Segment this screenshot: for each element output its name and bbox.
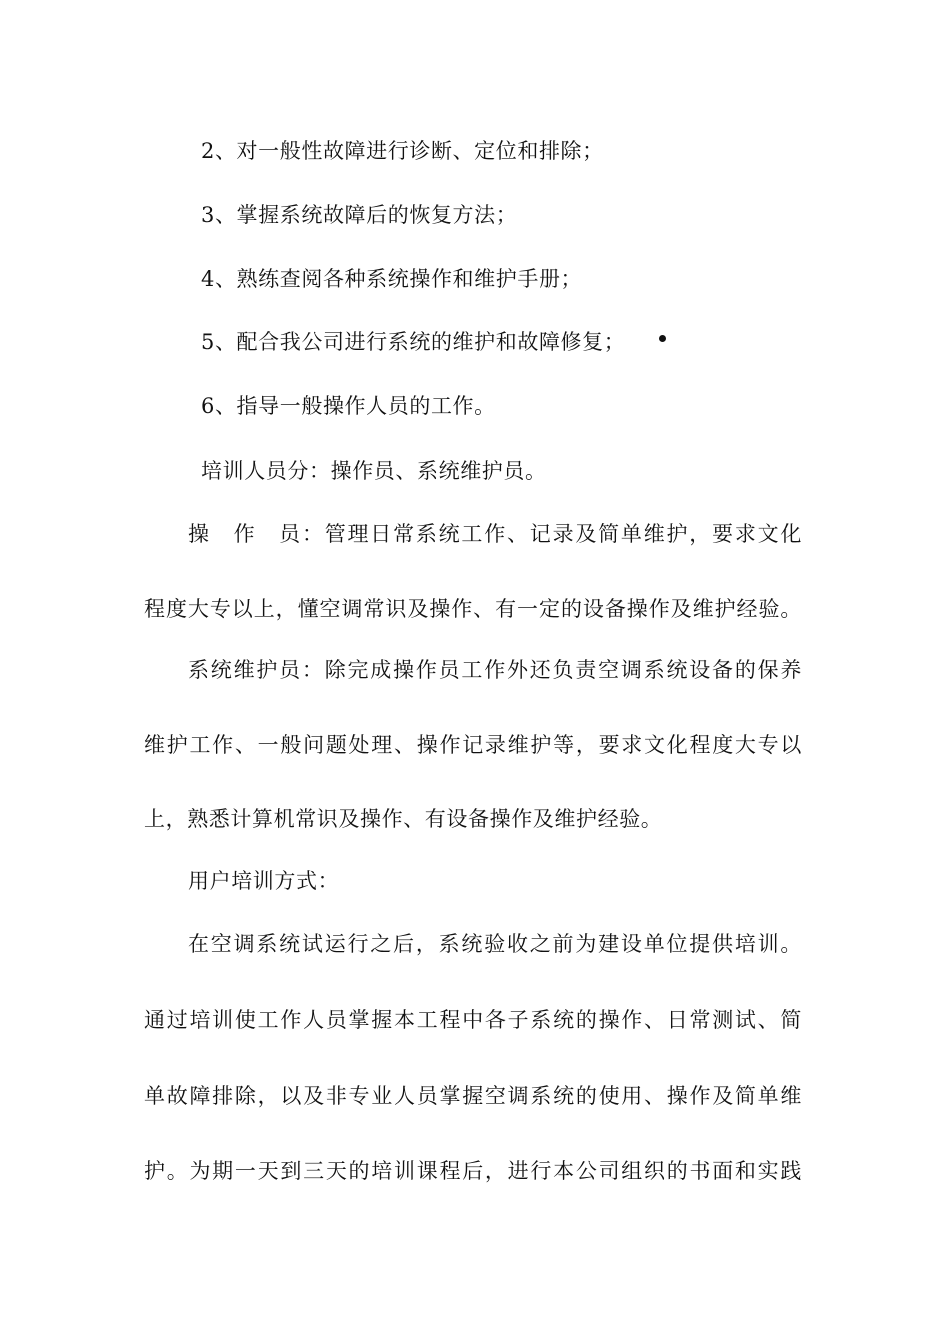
operator-desc: ：管理日常系统工作、记录及简单维护，要求文化	[301, 522, 803, 546]
training-method-line-3: 单故障排除，以及非专业人员掌握空调系统的使用、操作及简单维	[144, 1084, 802, 1108]
maintainer-line-1: 系统维护员：除完成操作员工作外还负责空调系统设备的保养	[188, 658, 802, 682]
training-method-line-4: 护。为期一天到三天的培训课程后，进行本公司组织的书面和实践	[144, 1159, 802, 1183]
list-item-3: 3、掌握系统故障后的恢复方法；	[201, 203, 518, 227]
bullet-dot-icon	[659, 335, 666, 342]
list-item-5: 5、配合我公司进行系统的维护和故障修复；	[201, 330, 626, 354]
list-item-2: 2、对一般性故障进行诊断、定位和排除；	[201, 139, 604, 163]
maintainer-line-2: 维护工作、一般问题处理、操作记录维护等，要求文化程度大专以	[144, 733, 802, 757]
list-item-4: 4、熟练查阅各种系统操作和维护手册；	[201, 267, 583, 291]
operator-line-1	[188, 520, 802, 548]
training-method-heading: 用户培训方式：	[188, 869, 340, 893]
training-method-line-2: 通过培训使工作人员掌握本工程中各子系统的操作、日常测试、简	[144, 1008, 802, 1032]
operator-line-2: 程度大专以上，懂空调常识及操作、有一定的设备操作及维护经验。	[144, 597, 802, 621]
trainee-intro: 培训人员分：操作员、系统维护员。	[201, 459, 547, 483]
operator-label: 操 作 员	[188, 522, 302, 546]
list-item-6: 6、指导一般操作人员的工作。	[201, 394, 496, 418]
training-method-line-1: 在空调系统试运行之后，系统验收之前为建设单位提供培训。	[188, 932, 802, 956]
maintainer-line-3: 上，熟悉计算机常识及操作、有设备操作及维护经验。	[144, 807, 663, 831]
